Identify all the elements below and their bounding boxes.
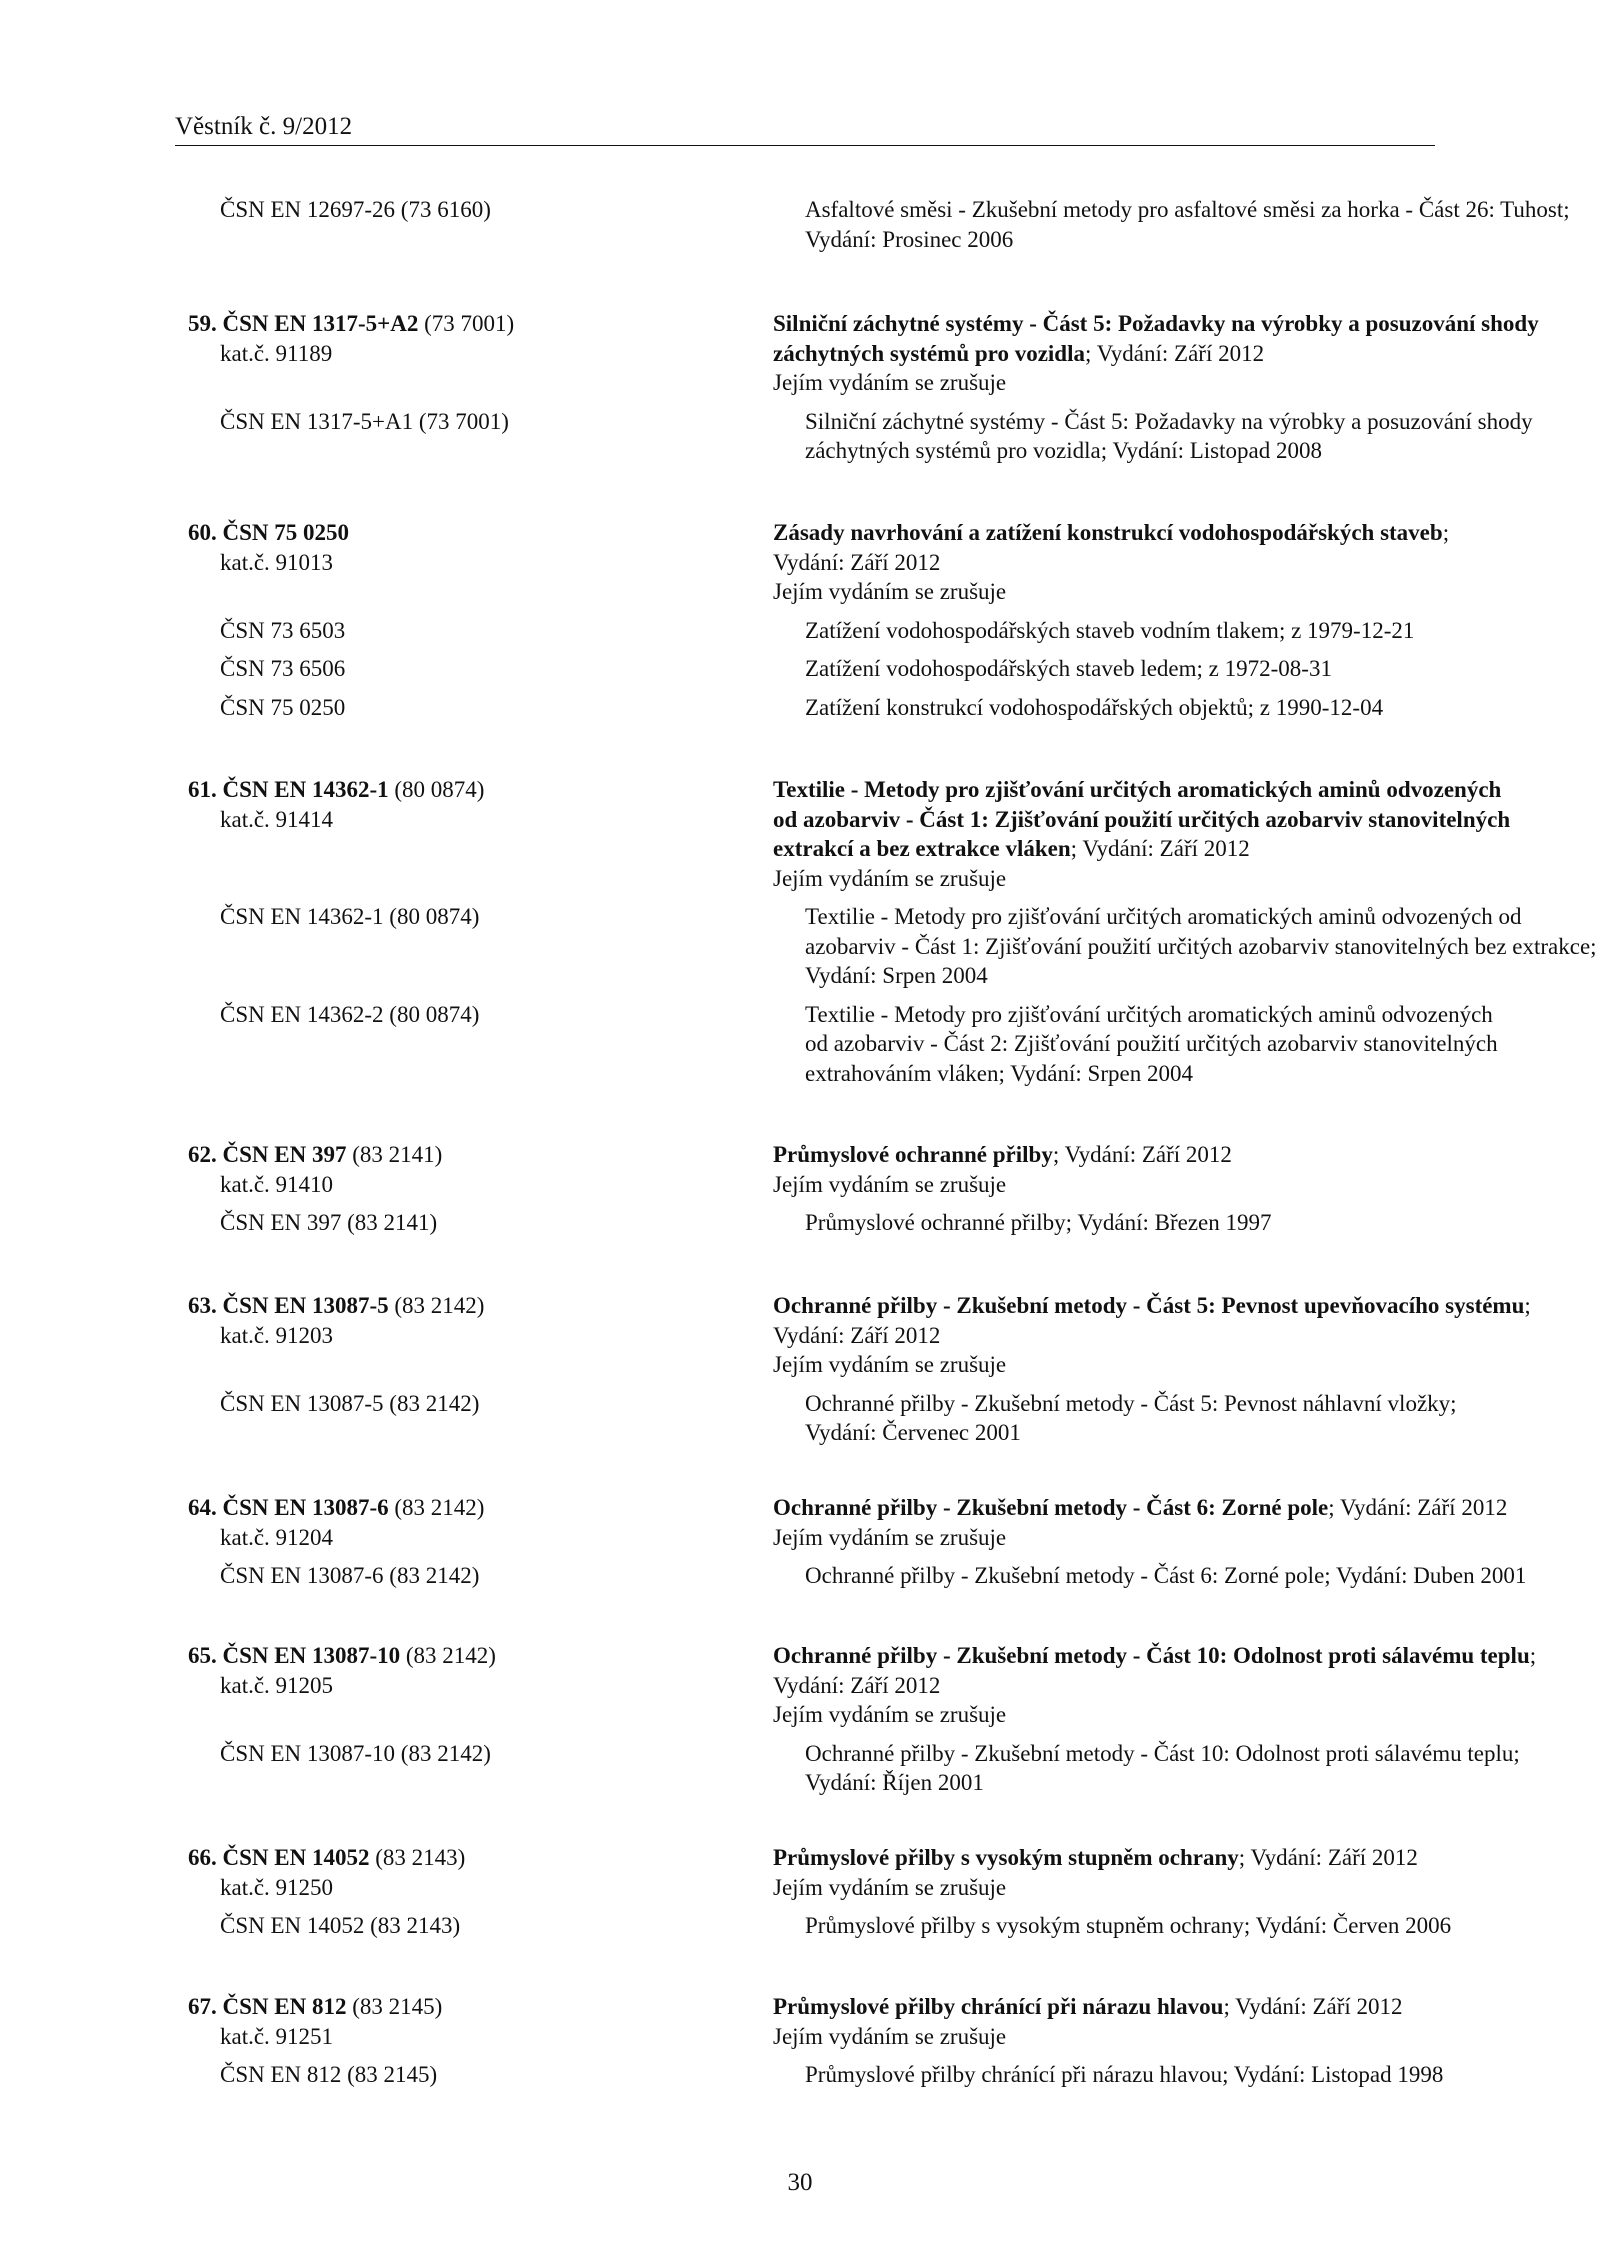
replaced-code-text: ČSN EN 1317-5+A1 (73 7001) (220, 408, 509, 434)
standard-title-column (773, 1641, 1600, 1730)
replaced-title-line: Ochranné přilby - Zkušební metody - Část 10: Odolnost proti sálavému teplu; (805, 1740, 1520, 1766)
catalog-number: kat.č. 91203 (220, 1322, 334, 1348)
issue-date: ; Vydání: Září 2012 (1070, 836, 1250, 861)
replaced-standard-row (0, 195, 1600, 254)
replaced-standard-code (0, 1561, 805, 1591)
replaced-standard-code (0, 407, 805, 466)
replaced-title-line: Průmyslové ochranné přilby; Vydání: Březen 1997 (805, 1210, 1272, 1235)
standard-code-column (0, 1641, 773, 1730)
replaced-standard-code (0, 616, 805, 646)
standard-code (188, 1843, 773, 1873)
classification-code: (83 2141) (346, 1142, 443, 1167)
replaced-title-line: Vydání: Říjen 2001 (805, 1770, 984, 1795)
replaced-standard-title (805, 616, 1600, 646)
main-standard-row (0, 1493, 1600, 1552)
replaced-title-line: Textilie - Metody pro zjišťování určitých aromatických aminů odvozených od (805, 904, 1522, 929)
standard-code (188, 1992, 773, 2022)
standard-title-line (773, 1321, 1600, 1351)
issue-date: ; (1442, 520, 1450, 545)
standard-title-bold: Ochranné přilby - Zkušební metody - Část 10: Odolnost proti sálavému teplu (773, 1643, 1530, 1668)
standard-entry (0, 1992, 1600, 2090)
replaced-standard-title (805, 1208, 1600, 1238)
replaced-standard-row (0, 1911, 1600, 1941)
catalog-number: kat.č. 91410 (220, 1171, 334, 1197)
standard-title-line (773, 1992, 1600, 2022)
replaced-standard-row (0, 1739, 1600, 1798)
standard-entry (0, 518, 1600, 722)
standard-title-line (773, 548, 1600, 578)
replaced-title-line: Zatížení konstrukcí vodohospodářských objektů; z 1990-12-04 (805, 694, 1384, 720)
standard-title-bold: Silniční záchytné systémy - Část 5: Požadavky na výrobky a posuzování shody (773, 311, 1539, 336)
page-header: Věstník č. 9/2012 (175, 113, 353, 140)
replaced-title-line: Vydání: Srpen 2004 (805, 963, 988, 988)
standard-title-line (773, 1140, 1600, 1170)
standard-code (188, 1291, 773, 1321)
replacement-note: Jejím vydáním se zrušuje (773, 2023, 1007, 2049)
standard-entry (0, 195, 1600, 254)
main-standard-row (0, 1992, 1600, 2051)
replaced-standard-title (805, 2060, 1600, 2090)
issue-date: ; (1529, 1643, 1537, 1668)
replaced-title-line: extrahováním vláken; Vydání: Srpen 2004 (805, 1060, 1193, 1086)
main-standard-row (0, 1140, 1600, 1199)
catalog-number: kat.č. 91205 (220, 1672, 334, 1698)
replaced-code-text: ČSN 73 6503 (220, 617, 346, 643)
replaced-standard-row (0, 902, 1600, 991)
replaced-title-line: azobarviv - Část 1: Zjišťování použití určitých azobarviv stanovitelných bez extrakce; (805, 933, 1597, 959)
standard-title-line (773, 775, 1600, 805)
standard-title-line (773, 805, 1600, 835)
replaced-standard-row (0, 407, 1600, 466)
replacement-note: Jejím vydáním se zrušuje (773, 1874, 1007, 1900)
replaced-title-line: Průmyslové přilby s vysokým stupněm ochrany; Vydání: Červen 2006 (805, 1913, 1452, 1938)
issue-date: ; Vydání: Září 2012 (1052, 1142, 1232, 1167)
replaced-title-line: Zatížení vodohospodářských staveb ledem; z 1972-08-31 (805, 656, 1332, 681)
standard-title-column (773, 518, 1600, 607)
standard-title-column (773, 309, 1600, 398)
replaced-standard-code (0, 2060, 805, 2090)
standard-title-column (773, 1992, 1600, 2051)
replacement-note: Jejím vydáním se zrušuje (773, 1352, 1007, 1377)
standard-entry (0, 1493, 1600, 1591)
standard-code-column (0, 518, 773, 607)
replaced-standard-code (0, 195, 805, 254)
standard-code (188, 309, 773, 339)
main-standard-row (0, 775, 1600, 893)
replaced-standard-title (805, 1389, 1600, 1448)
issue-date: ; Vydání: Září 2012 (1223, 1994, 1403, 2019)
standard-title-bold: Textilie - Metody pro zjišťování určitých aromatických aminů odvozených (773, 777, 1502, 802)
standard-title-column (773, 1843, 1600, 1902)
replaced-standard-title (805, 1911, 1600, 1941)
standard-title-line (773, 834, 1600, 864)
replaced-standard-row (0, 654, 1600, 684)
standard-entry (0, 775, 1600, 1088)
replaced-code-text: ČSN EN 397 (83 2141) (220, 1210, 438, 1235)
standard-code (188, 518, 773, 548)
standard-code-column (0, 1291, 773, 1380)
classification-code: (83 2142) (388, 1293, 485, 1318)
catalog-number: kat.č. 91189 (220, 340, 333, 366)
replaced-standard-code (0, 693, 805, 723)
standard-code-column (0, 1140, 773, 1199)
standard-title-bold: Průmyslové přilby chránící při nárazu hlavou (773, 1994, 1224, 2019)
replaced-standard-title (805, 654, 1600, 684)
replaced-standard-title (805, 1561, 1600, 1591)
standard-code-bold: 63. ČSN EN 13087-5 (188, 1293, 389, 1318)
catalog-number: kat.č. 91204 (220, 1524, 334, 1550)
standard-code (188, 775, 773, 805)
standard-title-bold: Průmyslové ochranné přilby (773, 1142, 1053, 1167)
standard-title-bold: Ochranné přilby - Zkušební metody - Část 5: Pevnost upevňovacího systému (773, 1293, 1525, 1318)
standard-title-line (773, 1641, 1600, 1671)
standard-title-line (773, 309, 1600, 339)
replaced-code-text: ČSN EN 13087-6 (83 2142) (220, 1563, 480, 1588)
standard-code-column (0, 1843, 773, 1902)
main-standard-row (0, 1291, 1600, 1380)
standard-title-bold: Ochranné přilby - Zkušební metody - Část 6: Zorné pole (773, 1495, 1329, 1520)
replaced-code-text: ČSN EN 12697-26 (73 6160) (220, 197, 491, 222)
standard-code-bold: 64. ČSN EN 13087-6 (188, 1495, 389, 1520)
replaced-title-line: Vydání: Červenec 2001 (805, 1420, 1021, 1445)
replaced-standard-code (0, 902, 805, 991)
replacement-note: Jejím vydáním se zrušuje (773, 1171, 1007, 1197)
replaced-standard-code (0, 1208, 805, 1238)
replaced-code-text: ČSN 73 6506 (220, 656, 346, 681)
standard-entry (0, 1641, 1600, 1798)
standard-entry (0, 1291, 1600, 1448)
replaced-standard-row (0, 2060, 1600, 2090)
standard-code-bold: 61. ČSN EN 14362-1 (188, 777, 389, 802)
issue-date: ; Vydání: Září 2012 (1085, 340, 1265, 366)
standard-title-line (773, 1493, 1600, 1523)
classification-code: (83 2143) (369, 1845, 466, 1870)
main-standard-row (0, 518, 1600, 607)
main-standard-row (0, 1843, 1600, 1902)
classification-code: (83 2142) (388, 1495, 485, 1520)
replaced-title-line: Ochranné přilby - Zkušební metody - Část 6: Zorné pole; Vydání: Duben 2001 (805, 1563, 1527, 1588)
issue-date: Vydání: Září 2012 (773, 549, 941, 575)
issue-date: Vydání: Září 2012 (773, 1672, 941, 1698)
replaced-title-line: Ochranné přilby - Zkušební metody - Část 5: Pevnost náhlavní vložky; (805, 1390, 1457, 1416)
replaced-standard-row (0, 616, 1600, 646)
classification-code: (73 7001) (418, 311, 515, 336)
replaced-standard-title (805, 693, 1600, 723)
replaced-standard-code (0, 1000, 805, 1089)
main-standard-row (0, 1641, 1600, 1730)
replaced-standard-row (0, 1208, 1600, 1238)
replaced-code-text: ČSN EN 13087-10 (83 2142) (220, 1740, 491, 1766)
standard-code-column (0, 1493, 773, 1552)
replacement-note: Jejím vydáním se zrušuje (773, 579, 1007, 604)
page-number: 30 (787, 2169, 813, 2196)
standard-title-line (773, 1291, 1600, 1321)
issue-date: Vydání: Září 2012 (773, 1322, 941, 1348)
replaced-title-line: Průmyslové přilby chránící při nárazu hlavou; Vydání: Listopad 1998 (805, 2062, 1444, 2087)
replaced-code-text: ČSN EN 14362-2 (80 0874) (220, 1001, 480, 1027)
standard-code-column (0, 1992, 773, 2051)
standard-entry (0, 1140, 1600, 1238)
standard-code-bold: 66. ČSN EN 14052 (188, 1845, 370, 1870)
replaced-title-line: Vydání: Prosinec 2006 (805, 226, 1014, 252)
replaced-code-text: ČSN EN 14052 (83 2143) (220, 1913, 461, 1938)
replaced-title-line: Silniční záchytné systémy - Část 5: Požadavky na výrobky a posuzování shody (805, 408, 1533, 434)
standard-title-bold: Zásady navrhování a zatížení konstrukcí vodohospodářských staveb (773, 520, 1443, 545)
replaced-standard-code (0, 654, 805, 684)
standard-code-column (0, 309, 773, 398)
replaced-standard-title (805, 1000, 1600, 1089)
main-standard-row (0, 309, 1600, 398)
catalog-number: kat.č. 91250 (220, 1874, 334, 1900)
standard-title-column (773, 1493, 1600, 1552)
issue-date: ; (1524, 1293, 1531, 1318)
replaced-standard-code (0, 1389, 805, 1448)
replaced-title-line: záchytných systémů pro vozidla; Vydání: Listopad 2008 (805, 438, 1322, 463)
standard-title-column (773, 775, 1600, 893)
standard-code-column (0, 775, 773, 893)
classification-code: (80 0874) (388, 777, 485, 802)
classification-code: (83 2142) (400, 1643, 496, 1668)
standard-code-bold: 65. ČSN EN 13087-10 (188, 1643, 401, 1668)
standard-title-line (773, 339, 1600, 369)
issue-date: ; Vydání: Září 2012 (1328, 1495, 1508, 1520)
standard-title-line (773, 518, 1600, 548)
standard-entry (0, 309, 1600, 466)
replaced-code-text: ČSN EN 14362-1 (80 0874) (220, 904, 480, 929)
replacement-note: Jejím vydáním se zrušuje (773, 370, 1007, 395)
replaced-title-line: od azobarviv - Část 2: Zjišťování použití určitých azobarviv stanovitelných (805, 1031, 1498, 1056)
standard-title-line (773, 1671, 1600, 1701)
issue-date: ; Vydání: Září 2012 (1238, 1845, 1418, 1870)
replaced-standard-title (805, 902, 1600, 991)
standard-title-bold: Průmyslové přilby s vysokým stupněm ochrany (773, 1845, 1239, 1870)
standard-code (188, 1641, 773, 1671)
standard-entry (0, 1843, 1600, 1941)
replaced-standard-title (805, 407, 1600, 466)
standard-code-bold: 59. ČSN EN 1317-5+A2 (188, 311, 419, 336)
replaced-standard-row (0, 1389, 1600, 1448)
standard-title-column (773, 1140, 1600, 1199)
replaced-standard-code (0, 1911, 805, 1941)
classification-code: (83 2145) (346, 1994, 443, 2019)
catalog-number: kat.č. 91013 (220, 549, 334, 575)
standard-title-bold: záchytných systémů pro vozidla (773, 340, 1085, 366)
standard-title-column (773, 1291, 1600, 1380)
replaced-standard-row (0, 1561, 1600, 1591)
replacement-note: Jejím vydáním se zrušuje (773, 1702, 1007, 1727)
catalog-number: kat.č. 91251 (220, 2023, 334, 2049)
standard-code-bold: 67. ČSN EN 812 (188, 1994, 347, 2019)
standard-code-bold: 60. ČSN 75 0250 (188, 520, 350, 545)
catalog-number: kat.č. 91414 (220, 806, 334, 832)
standard-code (188, 1493, 773, 1523)
standard-code-bold: 62. ČSN EN 397 (188, 1142, 347, 1167)
standard-title-bold: extrakcí a bez extrakce vláken (773, 836, 1071, 861)
replaced-standard-row (0, 693, 1600, 723)
replacement-note: Jejím vydáním se zrušuje (773, 1524, 1007, 1550)
standard-title-bold: od azobarviv - Část 1: Zjišťování použití určitých azobarviv stanovitelných (773, 806, 1511, 832)
replaced-title-line: Asfaltové směsi - Zkušební metody pro asfaltové směsi za horka - Část 26: Tuhost; (805, 197, 1570, 222)
replaced-code-text: ČSN EN 812 (83 2145) (220, 2062, 438, 2087)
standard-code (188, 1140, 773, 1170)
replaced-title-line: Textilie - Metody pro zjišťování určitých aromatických aminů odvozených (805, 1001, 1493, 1027)
replaced-standard-title (805, 1739, 1600, 1798)
replaced-standard-code (0, 1739, 805, 1798)
replacement-note: Jejím vydáním se zrušuje (773, 865, 1007, 891)
replaced-title-line: Zatížení vodohospodářských staveb vodním tlakem; z 1979-12-21 (805, 617, 1415, 643)
replaced-code-text: ČSN 75 0250 (220, 694, 346, 720)
replaced-standard-row (0, 1000, 1600, 1089)
standard-title-line (773, 1843, 1600, 1873)
replaced-code-text: ČSN EN 13087-5 (83 2142) (220, 1390, 480, 1416)
replaced-standard-title (805, 195, 1600, 254)
